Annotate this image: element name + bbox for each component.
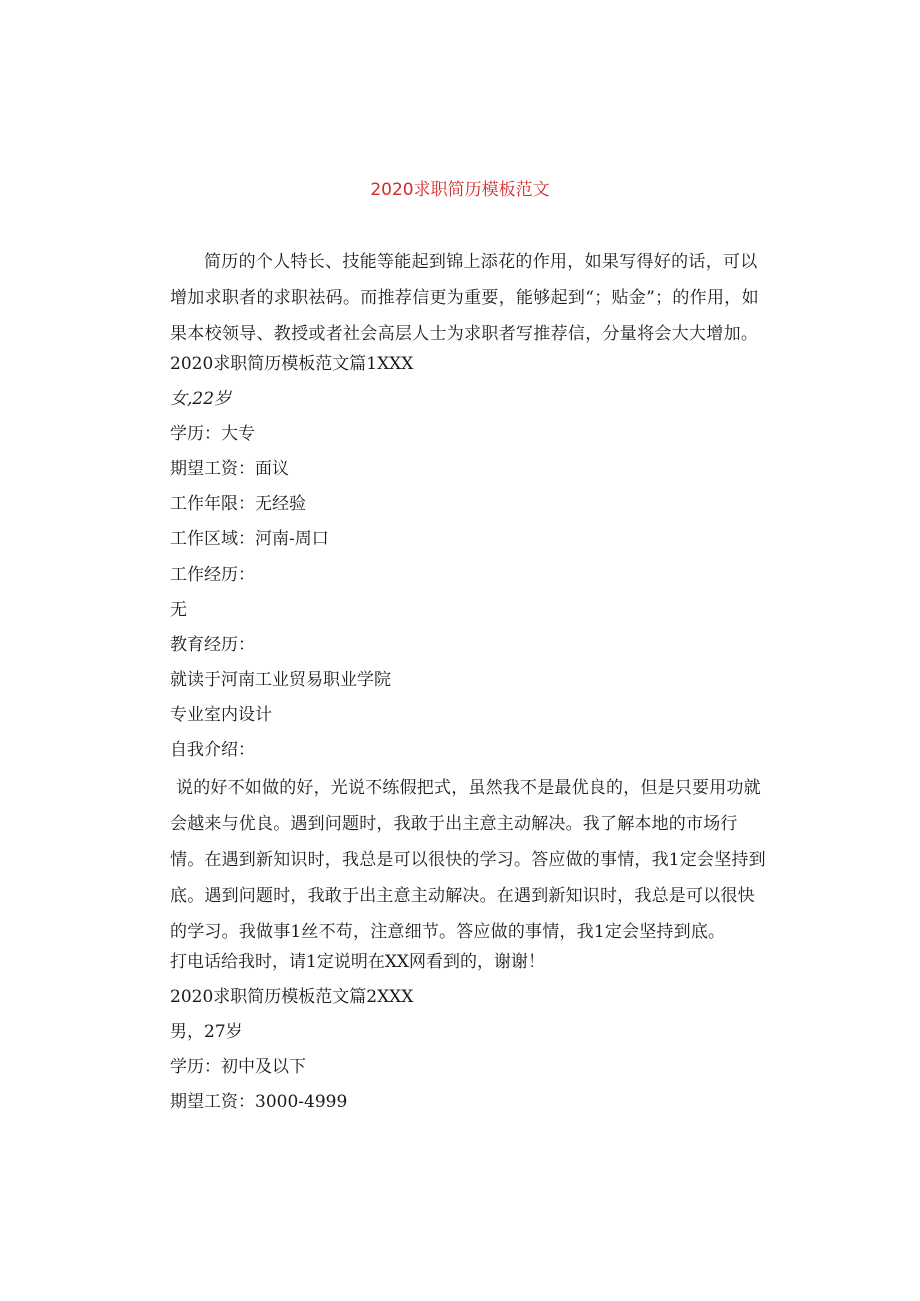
intro-paragraph: 简历的个人特长、技能等能起到锦上添花的作用，如果写得好的话，可以增加求职者的求职祛码。而推荐信更为重要，能够起到“；贴金”；的作用，如果本校领导、教授或者社会高层人士为求职者写推荐信，分量将会大大增加。 — [170, 252, 759, 344]
section2-education: 学历：初中及以下 — [170, 1057, 306, 1077]
section1-work-value: 无 — [170, 600, 187, 620]
section1-work-label: 工作经历： — [170, 565, 255, 585]
section1-heading: 2020求职简历模板范文篇1XXX — [170, 354, 414, 374]
section1-self-label: 自我介绍： — [170, 740, 255, 760]
section1-major: 专业室内设计 — [170, 705, 272, 725]
section1-salary: 期望工资：面议 — [170, 459, 289, 479]
section1-school: 就读于河南工业贸易职业学院 — [170, 670, 391, 690]
section2-gender-age: 男，27岁 — [170, 1022, 243, 1042]
section2-heading: 2020求职简历模板范文篇2XXX — [170, 987, 414, 1007]
self-introduction-text: 说的好不如做的好，光说不练假把式，虽然我不是最优良的，但是只要用功就会越来与优良。遇到问题时，我敢于出主意主动解决。我了解本地的市场行情。在遇到新知识时，我总是可以很快的学习。答应做的事情，我1定会坚持到底。遇到问题时，我敢于出主意主动解决。在遇到新知识时，我总是可以很快的学习。我做事1丝不苟，注意细节。答应做的事情，我1定会坚持到底。 — [170, 778, 766, 942]
document-title: 2020求职简历模板范文 — [370, 180, 550, 200]
section2-salary: 期望工资：3000-4999 — [170, 1092, 348, 1112]
section1-phone-note: 打电话给我时，请1定说明在XX网看到的，谢谢！ — [170, 952, 546, 972]
section1-gender-age: 女,22岁 — [170, 389, 232, 409]
self-introduction-paragraph — [170, 770, 770, 950]
section1-education: 学历：大专 — [170, 424, 255, 444]
section1-years: 工作年限：无经验 — [170, 494, 306, 514]
section1-region: 工作区域：河南-周口 — [170, 529, 329, 549]
section1-edu-label: 教育经历： — [170, 635, 255, 655]
